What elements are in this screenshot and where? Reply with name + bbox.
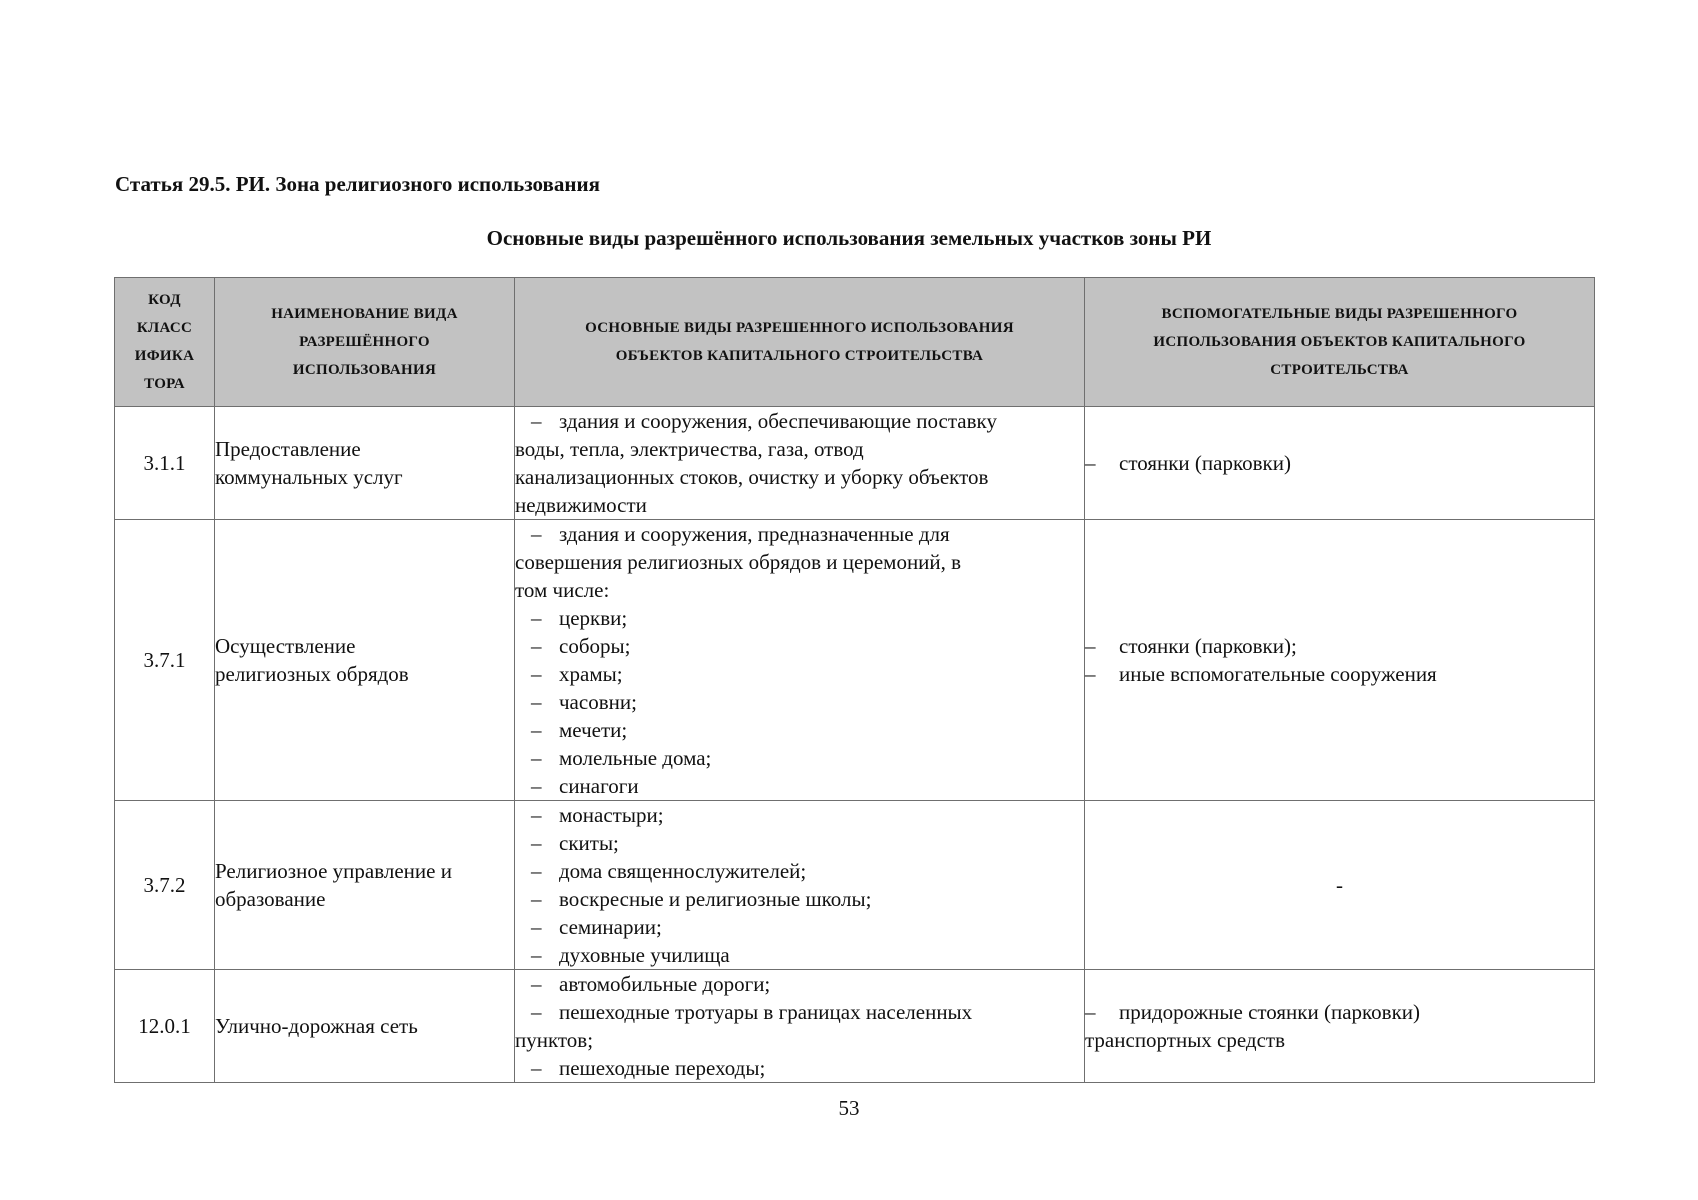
main-use-item: [515, 716, 1084, 744]
header-line: ОБЪЕКТОВ КАПИТАЛЬНОГО СТРОИТЕЛЬСТВА: [615, 348, 984, 364]
use-name: [215, 407, 515, 520]
main-use-item: [515, 801, 1084, 829]
main-use-item: [515, 604, 1084, 632]
use-name-line: религиозных обрядов: [215, 662, 409, 686]
use-name: [215, 520, 515, 801]
main-use-item: [515, 998, 1084, 1026]
bullet-dash: –: [531, 718, 542, 742]
main-use-text: здания и сооружения, обеспечивающие поставку: [559, 409, 997, 433]
header-line: ИФИКА: [134, 348, 195, 364]
main-use-text: пешеходные тротуары в границах населенных: [559, 1000, 973, 1024]
table-row: [115, 407, 1595, 520]
table-caption: Основные виды разрешённого использования земельных участков зоны РИ: [486, 226, 1212, 250]
page-number: 53: [838, 1096, 860, 1120]
bullet-dash: –: [1085, 662, 1096, 686]
main-use-text: мечети;: [559, 718, 628, 742]
use-name: [215, 801, 515, 970]
header-line: ТОРА: [144, 376, 185, 392]
header-main-uses: [515, 278, 1085, 407]
main-use-item: [515, 885, 1084, 913]
use-name-line: образование: [215, 887, 326, 911]
main-use-item: [515, 435, 1084, 463]
classifier-code: 3.1.1: [115, 407, 215, 520]
main-use-item: [515, 744, 1084, 772]
main-use-text: соборы;: [559, 634, 631, 658]
bullet-dash: –: [531, 972, 542, 996]
classifier-code: 3.7.2: [115, 801, 215, 970]
main-uses: [515, 407, 1085, 520]
header-line: ВСПОМОГАТЕЛЬНЫЕ ВИДЫ РАЗРЕШЕННОГО: [1161, 306, 1518, 322]
bullet-dash: –: [531, 859, 542, 883]
main-use-text: часовни;: [559, 690, 637, 714]
auxiliary-uses: [1085, 520, 1595, 801]
main-use-item: [515, 1054, 1084, 1082]
bullet-dash: –: [531, 690, 542, 714]
use-name: [215, 970, 515, 1083]
auxiliary-use-item: [1085, 632, 1594, 660]
bullet-dash: –: [531, 606, 542, 630]
main-use-text: воды, тепла, электричества, газа, отвод: [515, 437, 864, 461]
auxiliary-use-text: стоянки (парковки);: [1119, 634, 1297, 658]
main-use-text: молельные дома;: [559, 746, 712, 770]
main-use-item: [515, 829, 1084, 857]
auxiliary-uses: [1085, 801, 1595, 970]
main-use-text: духовные училища: [559, 943, 730, 967]
auxiliary-use-text: иные вспомогательные сооружения: [1119, 662, 1437, 686]
main-use-item: [515, 660, 1084, 688]
table-body: [115, 407, 1595, 1083]
bullet-dash: –: [531, 774, 542, 798]
main-use-item: [515, 548, 1084, 576]
main-use-item: [515, 970, 1084, 998]
auxiliary-use-item: [1085, 1026, 1594, 1054]
bullet-dash: –: [531, 1056, 542, 1080]
bullet-dash: –: [531, 746, 542, 770]
main-use-item: [515, 576, 1084, 604]
auxiliary-none: -: [1336, 873, 1343, 897]
main-use-item: [515, 913, 1084, 941]
main-use-text: автомобильные дороги;: [559, 972, 771, 996]
header-line: РАЗРЕШЁННОГО: [299, 334, 430, 350]
use-name-line: Предоставление: [215, 437, 361, 461]
auxiliary-use-item: [1085, 998, 1594, 1026]
header-line: КЛАСС: [136, 320, 193, 336]
header-name: [215, 278, 515, 407]
bullet-dash: –: [1085, 634, 1096, 658]
main-use-text: совершения религиозных обрядов и церемоний, в: [515, 550, 962, 574]
main-use-text: пешеходные переходы;: [559, 1056, 766, 1080]
main-use-item: [515, 407, 1084, 435]
main-uses: [515, 801, 1085, 970]
table-row: [115, 520, 1595, 801]
main-uses: [515, 520, 1085, 801]
auxiliary-use-text: стоянки (парковки): [1119, 451, 1291, 475]
bullet-dash: –: [531, 662, 542, 686]
table-row: [115, 801, 1595, 970]
bullet-dash: –: [531, 1000, 542, 1024]
use-name-line: Осуществление: [215, 634, 356, 658]
header-line: НАИМЕНОВАНИЕ ВИДА: [271, 306, 458, 322]
main-use-item: [515, 463, 1084, 491]
main-use-text: храмы;: [559, 662, 623, 686]
bullet-dash: –: [1085, 451, 1096, 475]
main-use-text: церкви;: [559, 606, 628, 630]
header-code: [115, 278, 215, 407]
table-row: [115, 970, 1595, 1083]
main-use-item: [515, 632, 1084, 660]
main-use-text: воскресные и религиозные школы;: [559, 887, 872, 911]
main-use-text: монастыри;: [559, 803, 664, 827]
main-uses: [515, 970, 1085, 1083]
main-use-text: дома священнослужителей;: [559, 859, 807, 883]
bullet-dash: –: [531, 831, 542, 855]
auxiliary-use-item: [1085, 449, 1594, 477]
main-use-item: [515, 1026, 1084, 1054]
bullet-dash: –: [531, 943, 542, 967]
use-name-line: Улично-дорожная сеть: [215, 1014, 418, 1038]
classifier-code: 3.7.1: [115, 520, 215, 801]
header-line: КОД: [148, 292, 181, 308]
auxiliary-use-item: [1085, 660, 1594, 688]
main-use-item: [515, 491, 1084, 519]
bullet-dash: –: [531, 887, 542, 911]
permitted-use-table: [114, 277, 1595, 1083]
table-header-row: [115, 278, 1595, 407]
bullet-dash: –: [531, 634, 542, 658]
main-use-text: здания и сооружения, предназначенные для: [559, 522, 950, 546]
main-use-text: недвижимости: [515, 493, 647, 517]
main-use-text: скиты;: [559, 831, 619, 855]
header-line: СТРОИТЕЛЬСТВА: [1270, 362, 1409, 378]
auxiliary-uses: [1085, 970, 1595, 1083]
main-use-item: [515, 857, 1084, 885]
article-title: Статья 29.5. РИ. Зона религиозного использования: [115, 172, 600, 196]
classifier-code: 12.0.1: [115, 970, 215, 1083]
auxiliary-use-text: транспортных средств: [1085, 1028, 1286, 1052]
header-auxiliary-uses: [1085, 278, 1595, 407]
main-use-text: пунктов;: [515, 1028, 594, 1052]
use-name-line: Религиозное управление и: [215, 859, 452, 883]
main-use-text: том числе:: [515, 578, 610, 602]
use-name-line: коммунальных услуг: [215, 465, 403, 489]
bullet-dash: –: [531, 522, 542, 546]
main-use-text: канализационных стоков, очистку и уборку объектов: [515, 465, 989, 489]
main-use-text: синагоги: [559, 774, 639, 798]
main-use-text: семинарии;: [559, 915, 662, 939]
bullet-dash: –: [1085, 1000, 1096, 1024]
header-line: ИСПОЛЬЗОВАНИЯ ОБЪЕКТОВ КАПИТАЛЬНОГО: [1153, 334, 1526, 350]
main-use-item: [515, 688, 1084, 716]
header-line: ОСНОВНЫЕ ВИДЫ РАЗРЕШЕННОГО ИСПОЛЬЗОВАНИЯ: [585, 320, 1014, 336]
bullet-dash: –: [531, 803, 542, 827]
main-use-item: [515, 520, 1084, 548]
auxiliary-use-text: придорожные стоянки (парковки): [1119, 1000, 1421, 1024]
main-use-item: [515, 772, 1084, 800]
bullet-dash: –: [531, 915, 542, 939]
bullet-dash: –: [531, 409, 542, 433]
main-use-item: [515, 941, 1084, 969]
header-line: ИСПОЛЬЗОВАНИЯ: [292, 362, 437, 378]
auxiliary-uses: [1085, 407, 1595, 520]
